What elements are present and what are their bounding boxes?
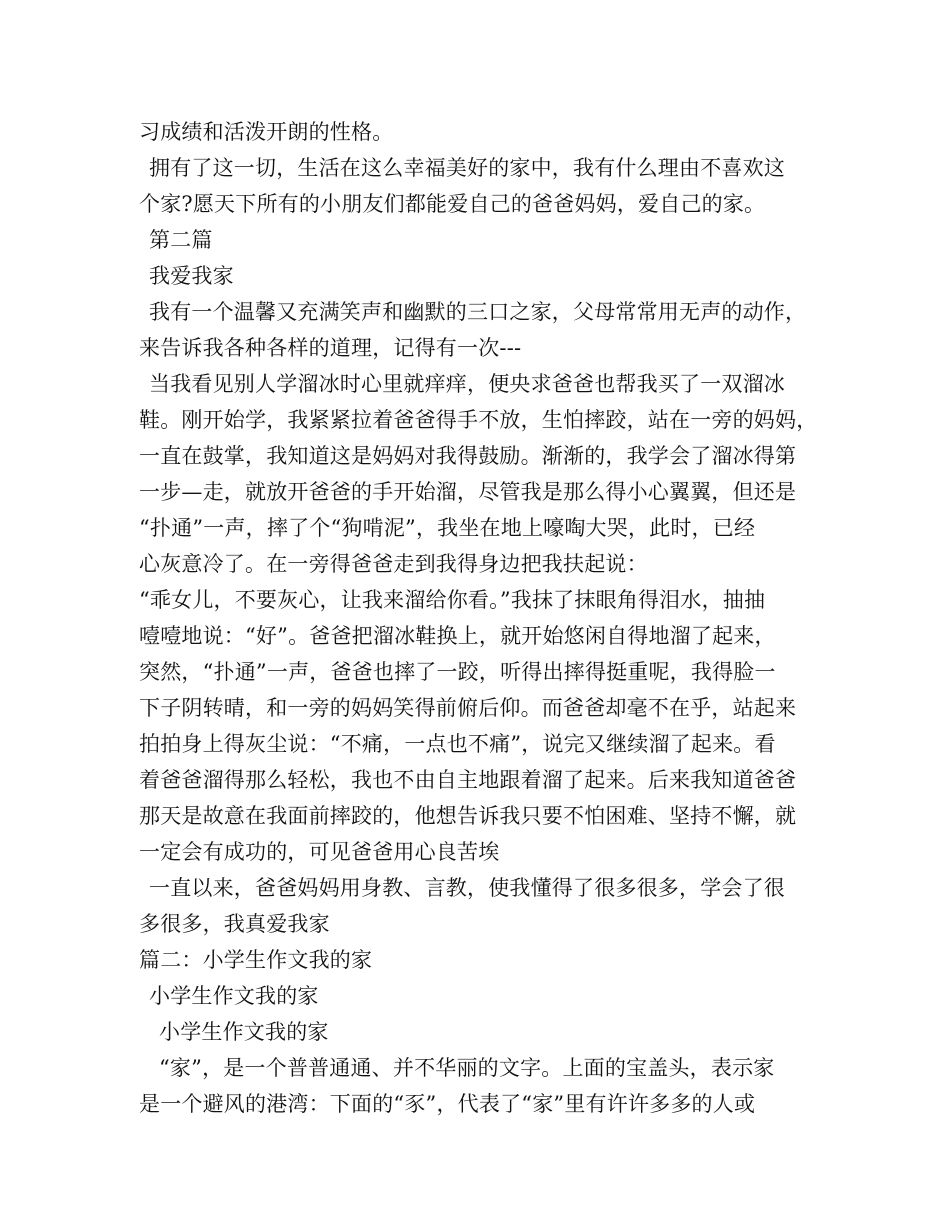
paragraph-start: 当我看见别人学溜冰时心里就痒痒，便央求爸爸也帮我买了一双溜冰	[149, 372, 785, 396]
document-body	[139, 114, 819, 1122]
text-line: 那天是故意在我面前摔跤的，他想告诉我只要不怕困难、坚持不懈，就	[139, 804, 797, 828]
text-line: 下子阴转晴，和一旁的妈妈笑得前俯后仰。而爸爸却毫不在乎，站起来	[139, 696, 797, 720]
text-line: 一直在鼓掌，我知道这是妈妈对我得鼓励。渐渐的，我学会了溜冰得第	[139, 444, 797, 468]
text-line: 鞋。刚开始学，我紧紧拉着爸爸得手不放，生怕摔跤，站在一旁的妈妈，	[139, 408, 818, 432]
paragraph-start: “乖女儿，不要灰心，让我来溜给你看。”我抹了抹眼角得泪水，抽抽	[139, 588, 766, 612]
essay-title: 我爱我家	[149, 264, 234, 288]
text-line: 个家?愿天下所有的小朋友们都能爱自己的爸爸妈妈，爱自己的家。	[139, 192, 766, 216]
text-line: 突然，“扑通”一声，爸爸也摔了一跤，听得出摔得挺重呢，我得脸一	[139, 660, 776, 684]
paragraph-start: 一直以来，爸爸妈妈用身教、言教，使我懂得了很多很多，学会了很	[149, 876, 785, 900]
text-line: 一定会有成功的，可见爸爸用心良苦埃	[139, 840, 500, 864]
text-line: 一步—走，就放开爸爸的手开始溜，尽管我是那么得小心翼翼，但还是	[139, 480, 797, 504]
text-line: 习成绩和活泼开朗的性格。	[139, 120, 394, 144]
paragraph-start: 拥有了这一切，生活在这么幸福美好的家中，我有什么理由不喜欢这	[149, 156, 785, 180]
essay-title: 小学生作文我的家	[149, 984, 319, 1008]
paragraph-start: 我有一个温馨又充满笑声和幽默的三口之家，父母常常用无声的动作，	[149, 300, 807, 324]
text-line: 多很多，我真爱我家	[139, 912, 330, 936]
section-heading: 第二篇	[149, 228, 213, 252]
text-line: 着爸爸溜得那么轻松，我也不由自主地跟着溜了起来。后来我知道爸爸	[139, 768, 797, 792]
text-line: “扑通”一声，摔了个“狗啃泥”，我坐在地上嚎啕大哭，此时，已经	[139, 516, 756, 540]
text-line: 来告诉我各种各样的道理，记得有一次---	[139, 336, 522, 360]
text-line: 拍拍身上得灰尘说：“不痛，一点也不痛”，说完又继续溜了起来。看	[139, 732, 776, 756]
essay-subtitle: 小学生作文我的家	[159, 1020, 329, 1044]
text-line: 噎噎地说：“好”。爸爸把溜冰鞋换上，就开始悠闲自得地溜了起来，	[139, 624, 776, 648]
text-line: 是一个避风的港湾：下面的“豕”，代表了“家”里有许许多多的人或	[139, 1092, 756, 1116]
text-line: 心灰意冷了。在一旁得爸爸走到我得身边把我扶起说：	[139, 552, 648, 576]
section-heading: 篇二：小学生作文我的家	[139, 948, 373, 972]
paragraph-start: “家”，是一个普普通通、并不华丽的文字。上面的宝盖头，表示家	[159, 1056, 775, 1080]
